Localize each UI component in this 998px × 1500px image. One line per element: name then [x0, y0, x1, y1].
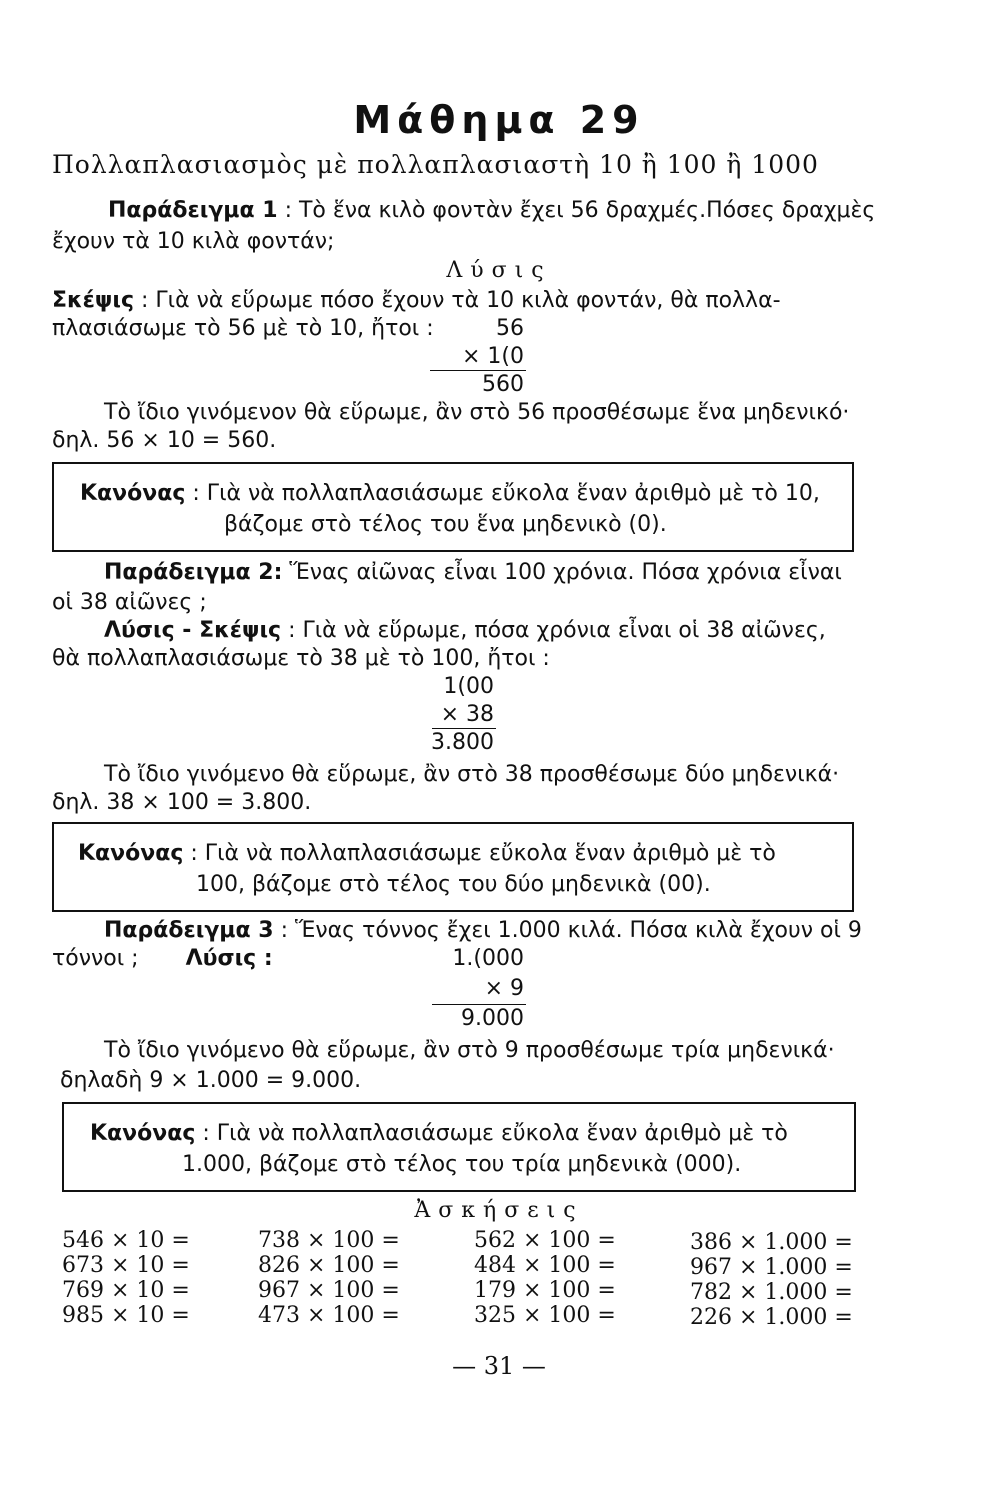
rule1-line-a: [80, 481, 820, 506]
example3-calc-top: 1.(000: [452, 946, 524, 971]
example1-label: Παράδειγμα 1: [108, 198, 278, 223]
exercise-c2-r4: 473 × 100 =: [258, 1303, 400, 1328]
example1-thought-label: Σκέψις: [52, 288, 134, 313]
example3-result-b: δηλαδὴ 9 × 1.000 = 9.000.: [60, 1068, 362, 1093]
example1-line-a: [108, 198, 875, 223]
exercise-c2-r2: 826 × 100 =: [258, 1253, 400, 1278]
example2-label: Παράδειγμα 2:: [104, 560, 283, 585]
rule3-box: [62, 1102, 856, 1192]
exercise-c3-r4: 325 × 100 =: [474, 1303, 616, 1328]
rule2-text-b: 100, βάζομε στὸ τέλος του δύο μηδενικὰ (00).: [196, 872, 711, 897]
example1-thought-b: πλασιάσωμε τὸ 56 μὲ τὸ 10, ἤτοι :: [52, 316, 434, 341]
example1-calc-mult: × 1(0: [461, 344, 524, 369]
example2-line-a: [104, 560, 842, 585]
rule1-label: Κανόνας: [80, 481, 186, 506]
exercise-c4-r2: 967 × 1.000 =: [690, 1255, 853, 1280]
example2-calc-result: 3.800: [431, 730, 494, 755]
lesson-title: Μάθημα 29: [353, 98, 645, 142]
exercise-c4-r1: 386 × 1.000 =: [690, 1230, 853, 1255]
lesson-subtitle: Πολλαπλασιασμὸς μὲ πολλαπλασιαστὴ 10 ἢ 100 ἢ 1000: [52, 150, 819, 179]
exercises-heading: Ἀσκήσεις: [414, 1198, 584, 1223]
example1-result-b: δηλ. 56 × 10 = 560.: [52, 428, 277, 453]
rule2-box: [52, 822, 854, 912]
example1-calc-rule: [430, 370, 526, 371]
example3-calc-mult: × 9: [484, 976, 524, 1001]
rule1-box: [52, 462, 854, 552]
example1-result-a: Τὸ ἴδιο γινόμενον θὰ εὕρωμε, ἂν στὸ 56 προσθέσωμε ἕνα μηδενικό·: [104, 400, 850, 425]
exercise-c1-r3: 769 × 10 =: [62, 1278, 190, 1303]
example3-result-a: Τὸ ἴδιο γινόμενο θὰ εὕρωμε, ἂν στὸ 9 προσθέσωμε τρία μηδενικά·: [104, 1038, 835, 1063]
example3-line-b: [52, 946, 273, 971]
example2-text-a: Ἕνας αἰῶνας εἶναι 100 χρόνια. Πόσα χρόνια εἶναι: [289, 560, 842, 585]
example1-calc-top: 56: [496, 316, 524, 341]
example1-calc-result: 560: [482, 372, 524, 397]
rule2-label: Κανόνας: [78, 841, 184, 866]
example2-solution-label: Λύσις - Σκέψις: [104, 618, 282, 643]
example2-result-b: δηλ. 38 × 100 = 3.800.: [52, 790, 312, 815]
example3-calc-result: 9.000: [461, 1006, 524, 1031]
rule3-label: Κανόνας: [90, 1121, 196, 1146]
rule1-text-b: βάζομε στὸ τέλος του ἕνα μηδενικὸ (0).: [224, 512, 667, 537]
exercise-c3-r2: 484 × 100 =: [474, 1253, 616, 1278]
example2-text-b: οἱ 38 αἰῶνες ;: [52, 590, 207, 615]
exercise-c4-r3: 782 × 1.000 =: [690, 1280, 853, 1305]
example2-calc-rule: [432, 728, 496, 729]
example1-thought-line-a: [52, 288, 781, 313]
example2-solution-line-a: [104, 618, 826, 643]
example2-solution-a: : Γιὰ νὰ εὕρωμε, πόσα χρόνια εἶναι οἱ 38 αἰῶνες,: [288, 618, 826, 643]
example1-thought-a: : Γιὰ νὰ εὕρωμε πόσο ἔχουν τὰ 10 κιλὰ φοντάν, θὰ πολλα-: [140, 288, 781, 313]
example2-result-a: Τὸ ἴδιο γινόμενο θὰ εὕρωμε, ἂν στὸ 38 προσθέσωμε δύο μηδενικά·: [104, 762, 840, 787]
page-number: — 31 —: [452, 1352, 546, 1380]
rule3-text-b: 1.000, βάζομε στὸ τέλος του τρία μηδενικὰ (000).: [182, 1152, 742, 1177]
example3-line-a: [104, 918, 862, 943]
example2-solution-b: θὰ πολλαπλασιάσωμε τὸ 38 μὲ τὸ 100, ἤτοι :: [52, 646, 550, 671]
rule2-text-a: : Γιὰ νὰ πολλαπλασιάσωμε εὔκολα ἕναν ἀριθμὸ μὲ τὸ: [190, 841, 776, 866]
example3-text-a: : Ἕνας τόννος ἔχει 1.000 κιλά. Πόσα κιλὰ ἔχουν οἱ 9: [280, 918, 862, 943]
example2-calc-mult: × 38: [440, 702, 494, 727]
rule1-text-a: : Γιὰ νὰ πολλαπλασιάσωμε εὔκολα ἕναν ἀριθμὸ μὲ τὸ 10,: [192, 481, 820, 506]
rule2-line-a: [78, 841, 776, 866]
exercise-c2-r1: 738 × 100 =: [258, 1228, 400, 1253]
example1-text-a: : Τὸ ἕνα κιλὸ φοντὰν ἔχει 56 δραχμές.Πόσες δραχμὲς: [284, 198, 876, 223]
exercise-c3-r1: 562 × 100 =: [474, 1228, 616, 1253]
example1-text-b: ἔχουν τὰ 10 κιλὰ φοντάν;: [52, 229, 335, 254]
exercise-c4-r4: 226 × 1.000 =: [690, 1305, 853, 1330]
exercise-c1-r2: 673 × 10 =: [62, 1253, 190, 1278]
example3-text-b: τόννοι ;: [52, 946, 139, 971]
exercise-c1-r1: 546 × 10 =: [62, 1228, 190, 1253]
exercise-c3-r3: 179 × 100 =: [474, 1278, 616, 1303]
example3-solution-label: Λύσις :: [185, 946, 273, 971]
exercise-c2-r3: 967 × 100 =: [258, 1278, 400, 1303]
rule3-line-a: [90, 1121, 788, 1146]
rule3-text-a: : Γιὰ νὰ πολλαπλασιάσωμε εὔκολα ἕναν ἀριθμὸ μὲ τὸ: [202, 1121, 788, 1146]
example3-calc-rule: [432, 1004, 526, 1005]
example3-label: Παράδειγμα 3: [104, 918, 274, 943]
exercise-c1-r4: 985 × 10 =: [62, 1303, 190, 1328]
example2-calc-top: 1(00: [443, 674, 494, 699]
example1-solution-heading: Λύσις: [446, 258, 552, 283]
